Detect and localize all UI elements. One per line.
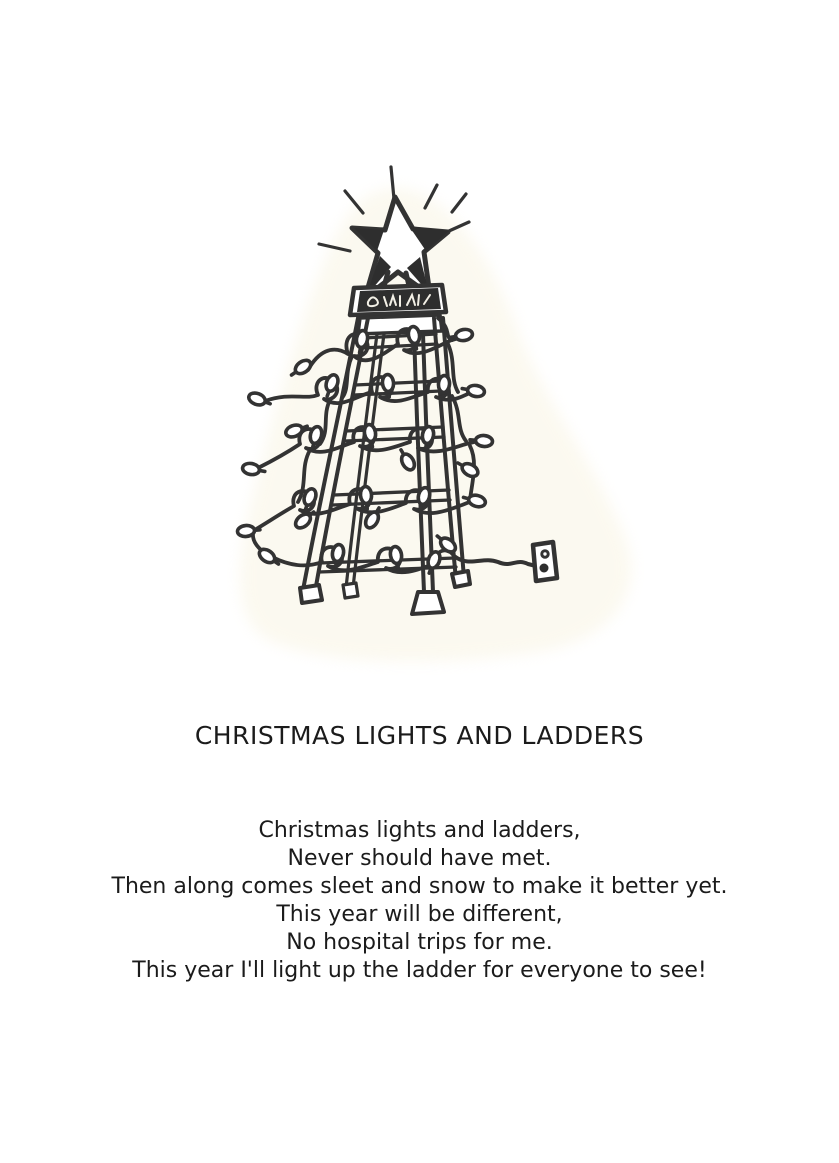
poem-line-4: This year will be different, [276, 902, 563, 927]
poem [0, 817, 839, 985]
page-title: CHRISTMAS LIGHTS AND LADDERS [194, 721, 645, 750]
poem-line-3: Then along comes sleet and snow to make it better yet. [111, 874, 728, 899]
poem-line-6: This year I'll light up the ladder for everyone to see! [132, 958, 707, 983]
poem-line-5: No hospital trips for me. [286, 930, 553, 955]
poem-line-1: Christmas lights and ladders, [258, 818, 581, 843]
poem-line-2: Never should have met. [287, 846, 552, 871]
power-plug-icon [533, 542, 557, 581]
